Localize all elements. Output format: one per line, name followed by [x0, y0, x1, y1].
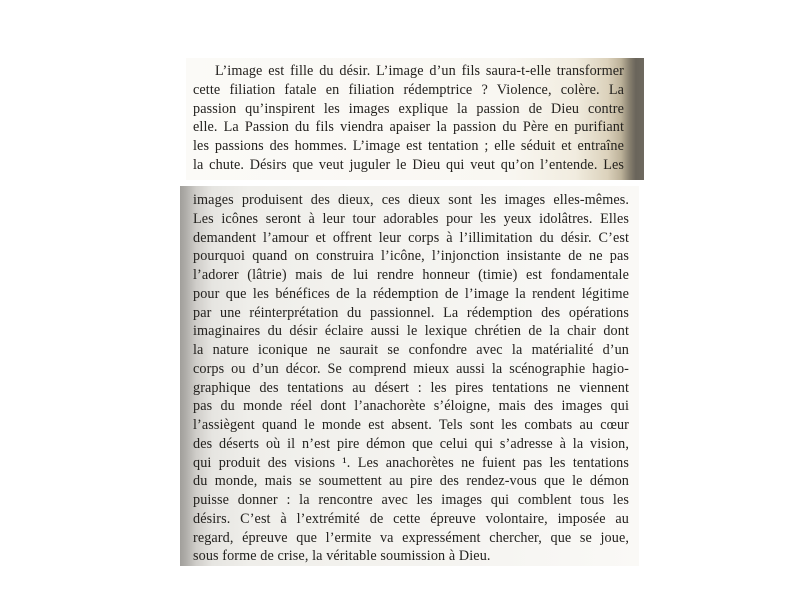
- text-line-with-footnote-ref: qui produit des visions ¹. Les anachorètes ne fuient pas les tentations: [193, 454, 629, 471]
- text-line: imaginaires du désir éclaire aussi le lexique chrétien de la chair dont: [193, 323, 629, 340]
- text-line: images produisent des dieux, ces dieux sont les images elles-mêmes.: [193, 192, 629, 208]
- text-line: demandent l’amour et offrent leur corps à l’illimitation du désir. C’est: [193, 229, 629, 246]
- text-line: corps ou d’un décor. Se comprend mieux aussi la scénographie hagio-: [193, 360, 629, 377]
- scanned-paragraph-top: [186, 58, 644, 180]
- text-line: du monde, mais se soumettent au pire des rendez-vous que le démon: [193, 473, 629, 490]
- text-line: elle. La Passion du fils viendra apaiser la passion du Père en purifiant: [193, 119, 624, 136]
- text-line: puisse donner : la rencontre avec les images qui comblent tous les: [193, 492, 629, 508]
- text-line: sous forme de crise, la véritable soumission à Dieu.: [193, 548, 491, 565]
- text-line: la chute. Désirs que veut juguler le Dieu qui veut qu’on l’entende. Les: [193, 156, 624, 173]
- text-line: pour que les bénéfices de la rédemption de l’image la rendent légitime: [193, 285, 629, 302]
- text-line: Les icônes seront à leur tour adorables pour les yeux idolâtres. Elles: [193, 210, 629, 227]
- text-line: passion qu’inspirent les images explique la passion de Dieu contre: [193, 100, 624, 117]
- text-line: les passions des hommes. L’image est tentation ; elle séduit et entraîne: [193, 138, 624, 154]
- text-line: cette filiation fatale en filiation rédemptrice ? Violence, colère. La: [193, 81, 624, 98]
- text-line: désirs. C’est à l’extrémité de cette épreuve volontaire, imposée au: [193, 510, 629, 527]
- text-line: la nature iconique ne saurait se confondre avec la matérialité d’un: [193, 342, 629, 358]
- text-line: des déserts où il n’est pire démon que celui qui s’adresse à la vision,: [193, 435, 629, 452]
- text-line: L’image est fille du désir. L’image d’un fils saura-t-elle transformer: [215, 63, 624, 79]
- text-line: l’adorer (lâtrie) mais de lui rendre honneur (timie) est fondamentale: [193, 267, 629, 283]
- text-line: graphique des tentations au désert : les pires tentations ne viennent: [193, 379, 629, 396]
- text-line: pourquoi quand on construira l’icône, l’injonction insistante de ne pas: [193, 248, 629, 265]
- text-line: regard, épreuve que l’ermite va expressément chercher, que se joue,: [193, 529, 629, 546]
- text-line: pas du monde réel dont l’anachorète s’éloigne, mais des images qui: [193, 398, 629, 415]
- text-line: l’assiègent quand le monde est absent. Tels sont les combats au cœur: [193, 417, 629, 433]
- scanned-paragraph-bottom: [180, 186, 639, 566]
- text-line: par une réinterprétation du passionnel. La rédemption des opérations: [193, 304, 629, 321]
